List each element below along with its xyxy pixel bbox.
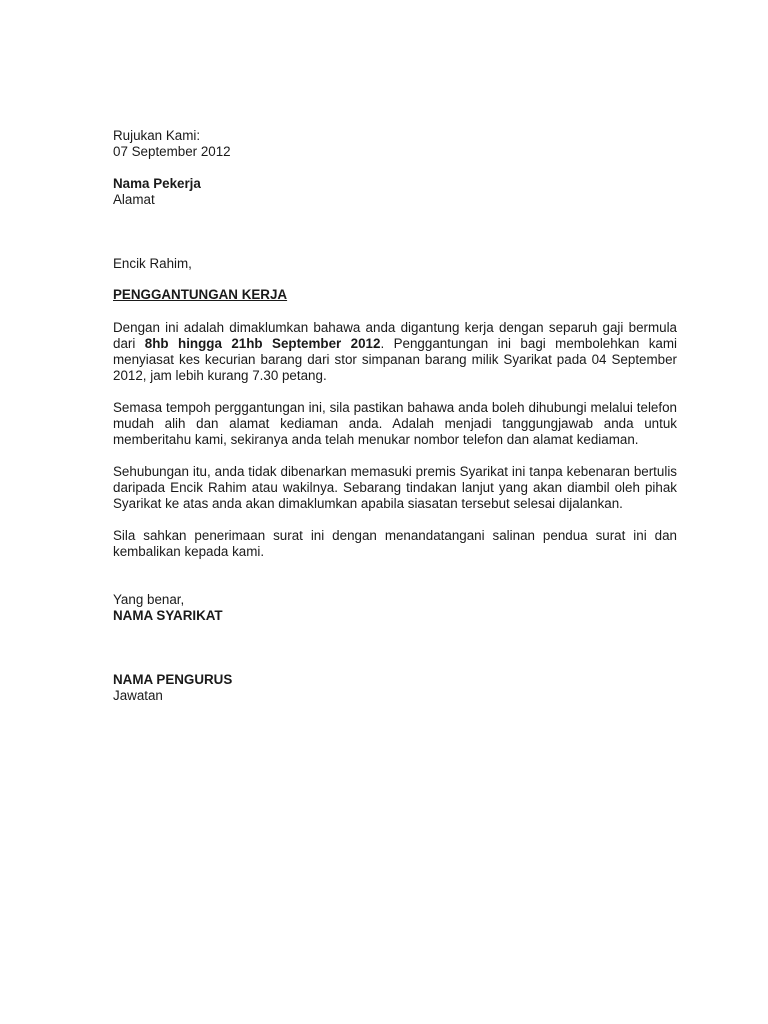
paragraph-acknowledgement: Sila sahkan penerimaan surat ini dengan menandatangani salinan pendua surat ini dan kembalikan kepada kami.: [113, 528, 677, 559]
letter-date: 07 September 2012: [113, 144, 231, 159]
letter-body: [113, 128, 677, 704]
recipient-address: Alamat: [113, 192, 155, 207]
salutation: Encik Rahim,: [113, 256, 192, 271]
letter-subject: PENGGANTUNGAN KERJA: [113, 287, 288, 302]
paragraph1-rest: . Penggantungan ini bagi membolehkan kami menyiasat kes kecurian barang dari stor simpanan barang milik Syarikat pada 04 September 2012, jam lebih kurang 7.30 petang.: [113, 336, 677, 383]
paragraph1-lead: Dengan ini adalah dimaklumkan bahawa anda digantung kerja dengan separuh gaji bermula dari: [113, 320, 677, 351]
paragraph-premises-ban: Sehubungan itu, anda tidak dibenarkan memasuki premis Syarikat ini tanpa kebenaran bertulis daripada Encik Rahim atau wakilnya. Sebarang tindakan lanjut yang akan diambil oleh pihak Syarikat ke atas anda akan dimaklumkan apabila siasatan tersebut selesai dijalankan.: [113, 464, 677, 511]
recipient-name: Nama Pekerja: [113, 176, 201, 191]
signatory-position: Jawatan: [113, 688, 163, 703]
signatory-name: NAMA PENGURUS: [113, 672, 233, 687]
paragraph-suspension-notice: [113, 320, 677, 384]
suspension-period: 8hb hingga 21hb September 2012: [144, 336, 381, 351]
valediction: Yang benar,: [113, 592, 185, 607]
reference-label: Rujukan Kami:: [113, 128, 201, 143]
company-name: NAMA SYARIKAT: [113, 608, 223, 623]
paragraph-contact-duty: Semasa tempoh perggantungan ini, sila pastikan bahawa anda boleh dihubungi melalui telefon mudah alih dan alamat kediaman anda. Adalah menjadi tanggungjawab anda untuk memberitahu kami, sekiranya anda telah menukar nombor telefon dan alamat kediaman.: [113, 400, 677, 447]
